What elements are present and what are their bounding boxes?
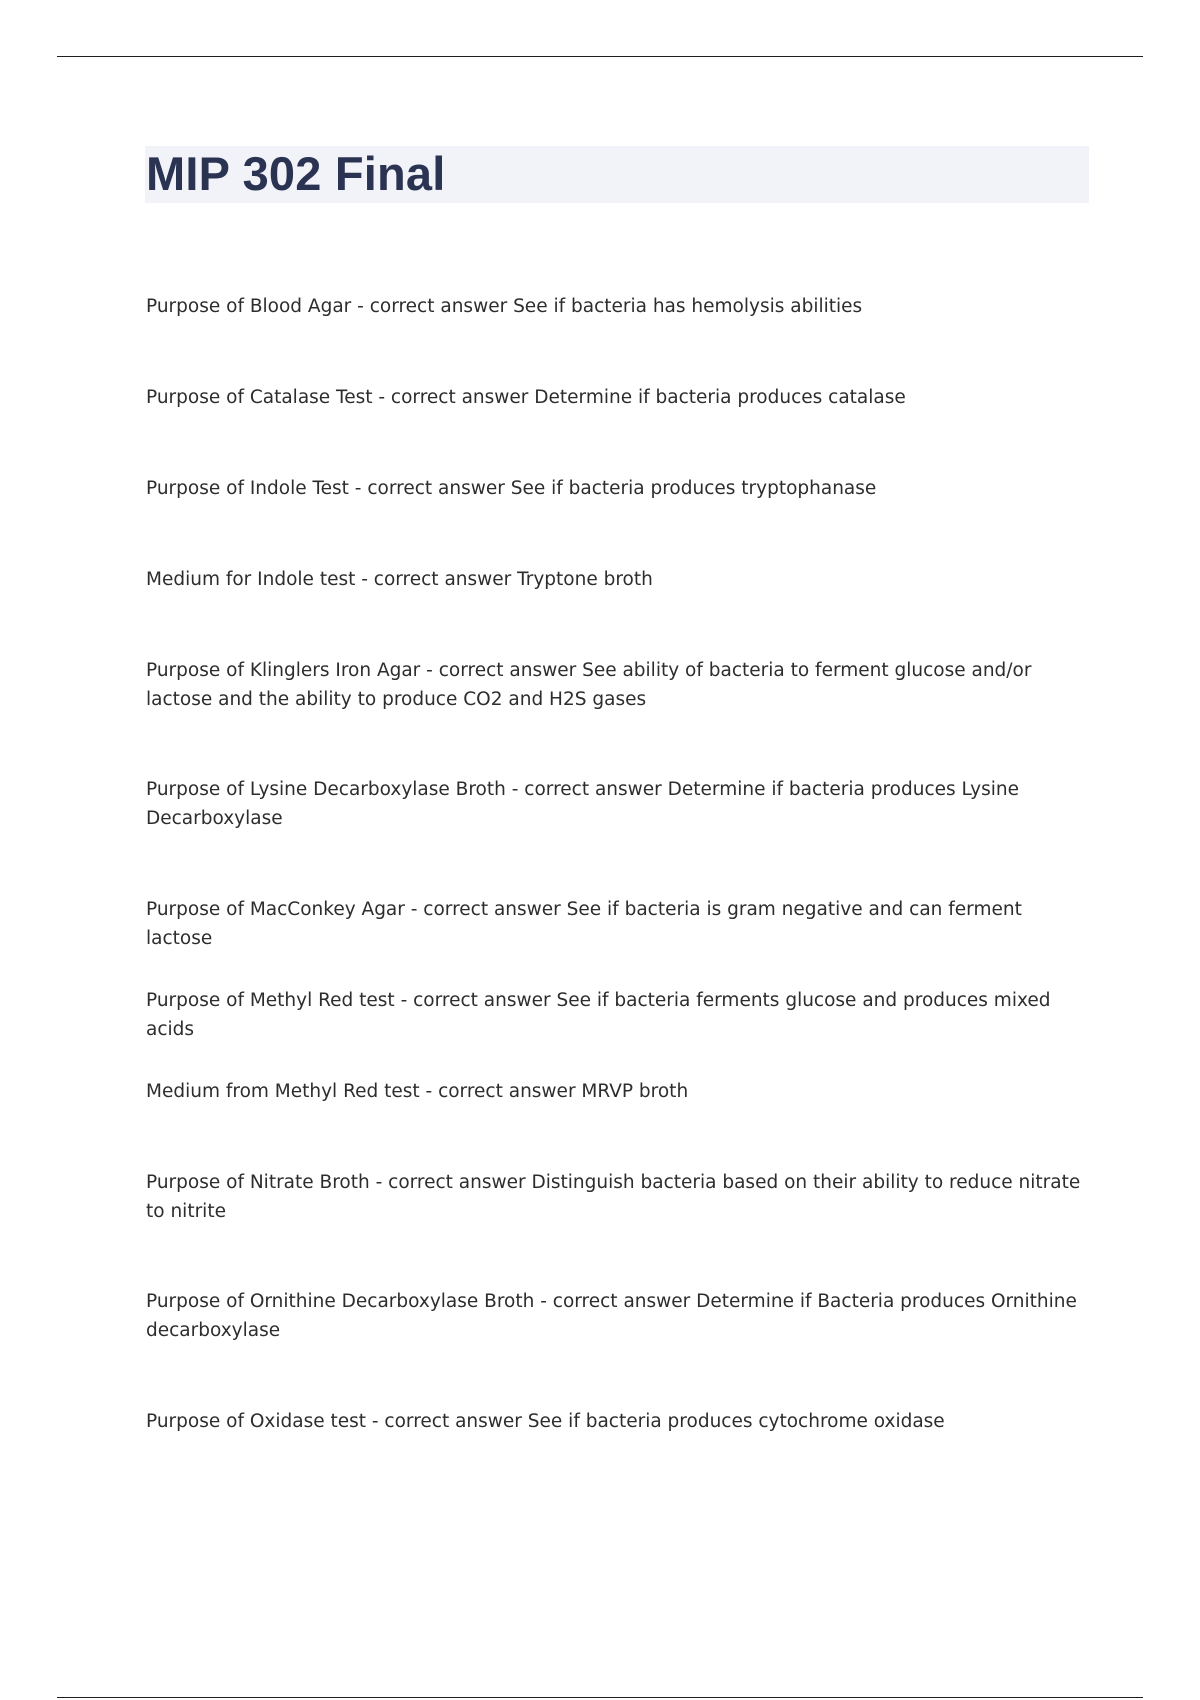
qa-item-ornithine-decarboxylase: Purpose of Ornithine Decarboxylase Broth - correct answer Determine if Bacteria produces Ornithine decarboxylase bbox=[146, 1291, 1077, 1341]
qa-item-blood-agar: Purpose of Blood Agar - correct answer See if bacteria has hemolysis abilities bbox=[146, 296, 863, 317]
qa-item-indole-test: Purpose of Indole Test - correct answer See if bacteria produces tryptophanase bbox=[146, 478, 877, 499]
top-divider bbox=[57, 56, 1143, 57]
qa-item-methyl-red-medium: Medium from Methyl Red test - correct answer MRVP broth bbox=[146, 1081, 689, 1102]
qa-item-catalase-test: Purpose of Catalase Test - correct answer Determine if bacteria produces catalase bbox=[146, 387, 906, 408]
qa-item-indole-medium: Medium for Indole test - correct answer Tryptone broth bbox=[146, 569, 653, 590]
qa-item-methyl-red-test: Purpose of Methyl Red test - correct answer See if bacteria ferments glucose and produces mixed acids bbox=[146, 990, 1051, 1040]
qa-item-klinglers-iron-agar: Purpose of Klinglers Iron Agar - correct answer See ability of bacteria to ferment glucose and/or lactose and the ability to produce CO2 and H2S gases bbox=[146, 660, 1032, 710]
qa-item-oxidase-test: Purpose of Oxidase test - correct answer See if bacteria produces cytochrome oxidase bbox=[146, 1411, 945, 1432]
qa-item-nitrate-broth: Purpose of Nitrate Broth - correct answer Distinguish bacteria based on their ability to reduce nitrate to nitrite bbox=[146, 1172, 1081, 1222]
qa-item-macconkey-agar: Purpose of MacConkey Agar - correct answer See if bacteria is gram negative and can ferment lactose bbox=[146, 899, 1022, 949]
qa-item-lysine-decarboxylase: Purpose of Lysine Decarboxylase Broth - correct answer Determine if bacteria produces Lysine Decarboxylase bbox=[146, 779, 1019, 829]
page-title: MIP 302 Final bbox=[146, 147, 446, 200]
bottom-divider bbox=[57, 1697, 1143, 1698]
